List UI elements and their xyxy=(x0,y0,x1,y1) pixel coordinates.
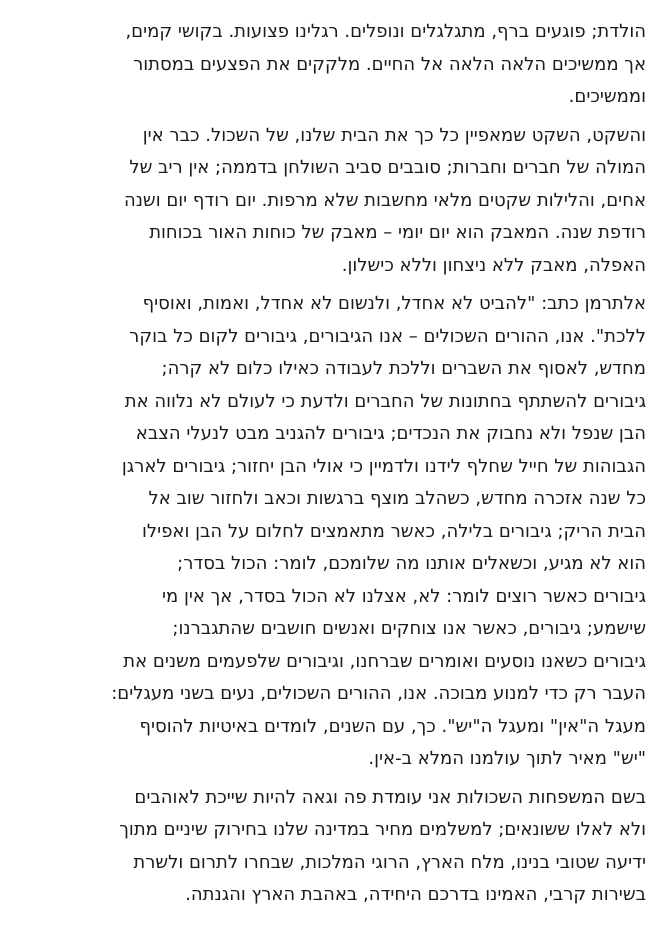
paragraph-1: הולדת; פוגעים ברף, מתגלגלים ונופלים. רגלינו פצועות. בקושי קמים, אך ממשיכים הלאה הלאה אל החיים. מלקקים את הפצעים במסתור וממשיכים. xyxy=(125,21,646,107)
paragraph-2: והשקט, השקט שמאפיין כל כך את הבית שלנו, של השכול. כבר אין המולה של חברים וחברות; סובבים סביב השולחן בדממה; אין ריב של אחים, והלילות שקטים מלאי מחשבות שלא מרפות. יום רודף יום ושנה רודפת שנה. המאבק הוא יום יומי – מאבק של כוחות האור בכוחות האפלה, מאבק ללא ניצחון וללא כישלון. xyxy=(123,124,646,276)
paragraph-3: אלתרמן כתב: "להביט לא אחדל, ולנשום לא אחדל, ואמות, ואוסיף ללכת". אנו, ההורים השכולים – אנו הגיבורים, גיבורים לקום כל בוקר מחדש, לאסוף את השברים וללכת לעבודה כאילו כלום לא קרה; גיבורים להשתתף בחתונות של החברים ולדעת כי לעולם לא נלווה את הבן שנפל ולא נחבוק את הנכדים; גיבורים להגניב מבט לנעלי הצבא הגבוהות של חייל שחלף לידנו ולדמיין כי אולי הבן יחזור; גיבורים לארגן כל שנה אזכרה מחדש, כשהלב מוצף ברגשות וכאב ולחזור שוב אל הבית הריק; גיבורים בלילה, כאשר מתאמצים לחלום על הבן ואפילו הוא לא מגיע, וכשאלים אותנו מה שלומכם, לומר: הכול בסדר; גיבורים כאשר רוצים לומר: לא, אצלנו לא הכול בסדר, אך אין מי שישמע; גיבורים, כאשר אנו צוחקים ואנשים חושבים שהתגברנו; גיבורים כשאנו נוסעים ואומרים שברחנו, וגיבורים שלפעמים משנים את העבר רק כדי למנוע מבוכה. אנו, ההורים השכולים, נעים בשני מעגלים: מעגל ה"אין" ומעגל ה"יש". כך, עם השנים, לומדים באיטיות להוסיף "יש" מאיר לתוך עולמנו המלא ב-אין. xyxy=(111,293,646,769)
document-body xyxy=(34,16,646,918)
paragraph-4: בשם המשפחות השכולות אני עומדת פה וגאה להיות שייכת לאוהבים ולא לאלו ששונאים; למשלמים מחיר במדינה שלנו בחירוק שיניים מתוך ידיעה שטובי בנינו, מלח הארץ, הרוגי המלכות, שבחרו לתרום ולשרת בשירות קרבי, האמינו בדרכם היחידה, באהבת הארץ והגנתה. xyxy=(119,786,646,905)
